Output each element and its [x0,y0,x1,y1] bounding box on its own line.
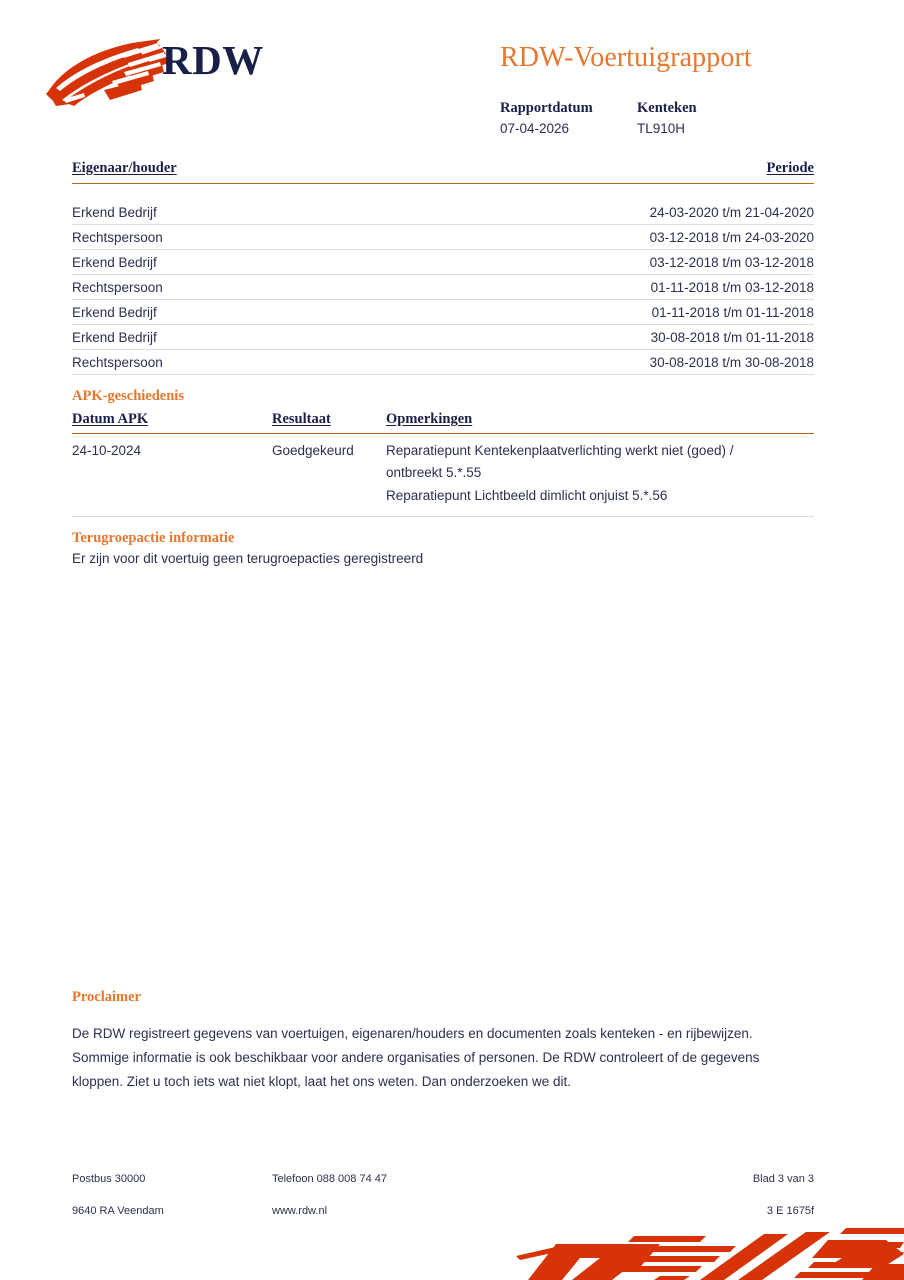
proclaimer-section [72,989,782,1094]
apk-result: Goedgekeurd [272,443,354,458]
owner-holder: Erkend Bedrijf [72,304,157,320]
owner-period: 30-08-2018 t/m 30-08-2018 [649,354,814,370]
owner-period-heading: Periode [766,160,814,176]
table-row [72,325,814,350]
apk-column-headers [72,411,814,433]
apk-remark-line: Reparatiepunt Kentekenplaatverlichting werkt niet (goed) / [386,443,734,458]
plate-label: Kenteken [637,100,697,116]
owner-table [72,200,814,375]
report-date-block [500,98,637,139]
apk-heading: APK-geschiedenis [72,388,184,404]
rdw-speed-stripes-graphic-icon [0,1220,904,1280]
owner-holder: Rechtspersoon [72,229,163,245]
owner-holder: Erkend Bedrijf [72,254,157,270]
proclaimer-heading: Proclaimer [72,989,141,1005]
table-row [72,350,814,375]
table-row [72,300,814,325]
owner-holder: Erkend Bedrijf [72,204,157,220]
proclaimer-line: Sommige informatie is ook beschikbaar voor andere organisaties of personen. De RDW controleert of de gegevens [72,1050,760,1066]
footer-row-one [72,1170,814,1189]
apk-remark-line: Reparatiepunt Lichtbeeld dimlicht onjuist 5.*.56 [386,487,668,503]
rdw-feather-logo-icon [40,36,172,110]
proclaimer-body [72,1022,782,1094]
footer-row-two [72,1202,814,1221]
apk-col-result: Resultaat [272,411,331,427]
document-header [0,0,904,150]
proclaimer-line: kloppen. Ziet u toch iets wat niet klopt, laat het ons weten. Dan onderzoeken we dit. [72,1074,572,1090]
table-row [72,250,814,275]
plate-block [637,98,774,139]
footer-city: 9640 RA Veendam [72,1205,164,1217]
recall-text: Er zijn voor dit voertuig geen terugroepacties geregistreerd [72,551,424,566]
recall-section [72,530,814,566]
footer-postbus: Postbus 30000 [72,1173,146,1185]
owner-period: 30-08-2018 t/m 01-11-2018 [650,329,814,345]
report-date-value: 07-04-2026 [500,121,570,137]
apk-col-remarks: Opmerkingen [386,411,473,427]
table-row [72,434,814,507]
proclaimer-line: De RDW registreert gegevens van voertuigen, eigenaren/houders en documenten zoals kenteken - en rijbewijzen. [72,1026,753,1041]
document-footer [72,1170,814,1221]
rdw-wordmark: RDW [162,37,264,83]
footer-form-code: 3 E 1675f [766,1205,814,1217]
owner-header-rule [72,183,814,184]
footer-phone: Telefoon 088 008 74 47 [272,1173,387,1185]
apk-history-section [72,388,814,517]
bottom-decoration [0,1220,904,1280]
apk-bottom-rule [72,516,814,517]
owner-section-header [72,160,814,183]
footer-page-number: Blad 3 van 3 [752,1173,814,1185]
apk-date: 24-10-2024 [72,443,142,458]
apk-remarks [386,440,814,507]
owner-section [72,160,814,375]
table-row [72,200,814,225]
footer-website[interactable]: www.rdw.nl [272,1205,328,1217]
owner-heading: Eigenaar/houder [72,160,177,176]
owner-period: 01-11-2018 t/m 01-11-2018 [651,304,814,320]
owner-period: 24-03-2020 t/m 21-04-2020 [649,204,814,220]
plate-value: TL910H [637,121,686,137]
apk-remark-line: ontbreekt 5.*.55 [386,465,482,481]
rdw-logo [40,34,264,114]
report-meta [500,98,774,139]
report-date-label: Rapportdatum [500,100,593,116]
owner-period: 03-12-2018 t/m 24-03-2020 [649,229,814,245]
table-row [72,225,814,250]
table-row [72,275,814,300]
recall-heading: Terugroepactie informatie [72,530,235,546]
owner-holder: Rechtspersoon [72,354,163,370]
owner-period: 01-11-2018 t/m 03-12-2018 [650,279,814,295]
owner-holder: Rechtspersoon [72,279,163,295]
apk-col-date: Datum APK [72,411,149,427]
page-title: RDW-Voertuigrapport [500,42,752,73]
owner-period: 03-12-2018 t/m 03-12-2018 [649,254,814,270]
owner-holder: Erkend Bedrijf [72,329,157,345]
